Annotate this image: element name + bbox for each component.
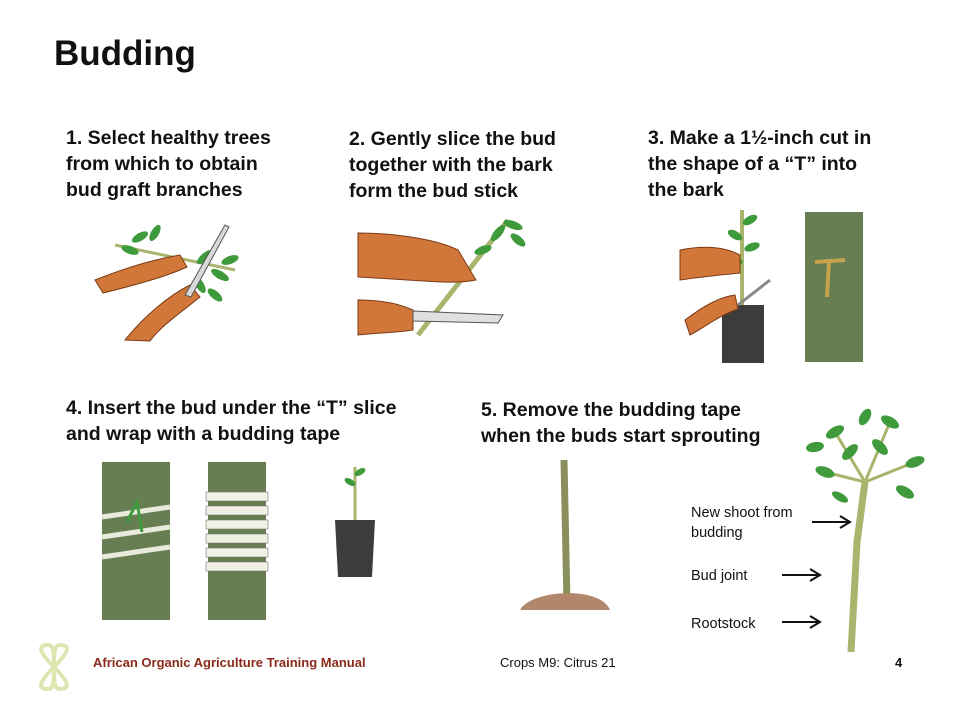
arrow-right-icon bbox=[810, 512, 855, 532]
step-3-illustration bbox=[680, 205, 770, 365]
step-1-illustration bbox=[95, 215, 245, 345]
arrow-right-icon bbox=[780, 612, 825, 632]
bud-joint-label: Bud joint bbox=[691, 568, 748, 584]
step-5-text: 5. Remove the budding tape when the buds start sprouting bbox=[481, 399, 761, 447]
t-cut-bark-illustration bbox=[805, 212, 865, 362]
potted-seedling-illustration bbox=[330, 462, 380, 582]
step-1-text: 1. Select healthy trees from which to obtain bud graft branches bbox=[66, 127, 271, 201]
wrapped-bud-illustration bbox=[208, 462, 268, 622]
arrow-right-icon bbox=[780, 565, 825, 585]
step-5-stem-illustration bbox=[520, 455, 610, 615]
step-2-illustration bbox=[358, 205, 558, 345]
bud-insert-illustration bbox=[102, 462, 172, 622]
rootstock-label: Rootstock bbox=[691, 616, 756, 632]
step-3-text: 3. Make a 1½-inch cut in the shape of a “T” into the bark bbox=[648, 127, 872, 201]
footer-page-number: 4 bbox=[895, 655, 903, 670]
footer-manual-title: African Organic Agriculture Training Manual bbox=[93, 655, 366, 670]
new-shoot-label: New shoot from budding bbox=[691, 505, 793, 541]
step-4-text: 4. Insert the bud under the “T” slice and wrap with a budding tape bbox=[66, 397, 397, 445]
step-2-text: 2. Gently slice the bud together with the bark form the bud stick bbox=[349, 128, 556, 202]
manual-logo-icon bbox=[28, 641, 80, 693]
page-title: Budding bbox=[54, 34, 196, 73]
footer-module: Crops M9: Citrus 21 bbox=[500, 655, 616, 670]
